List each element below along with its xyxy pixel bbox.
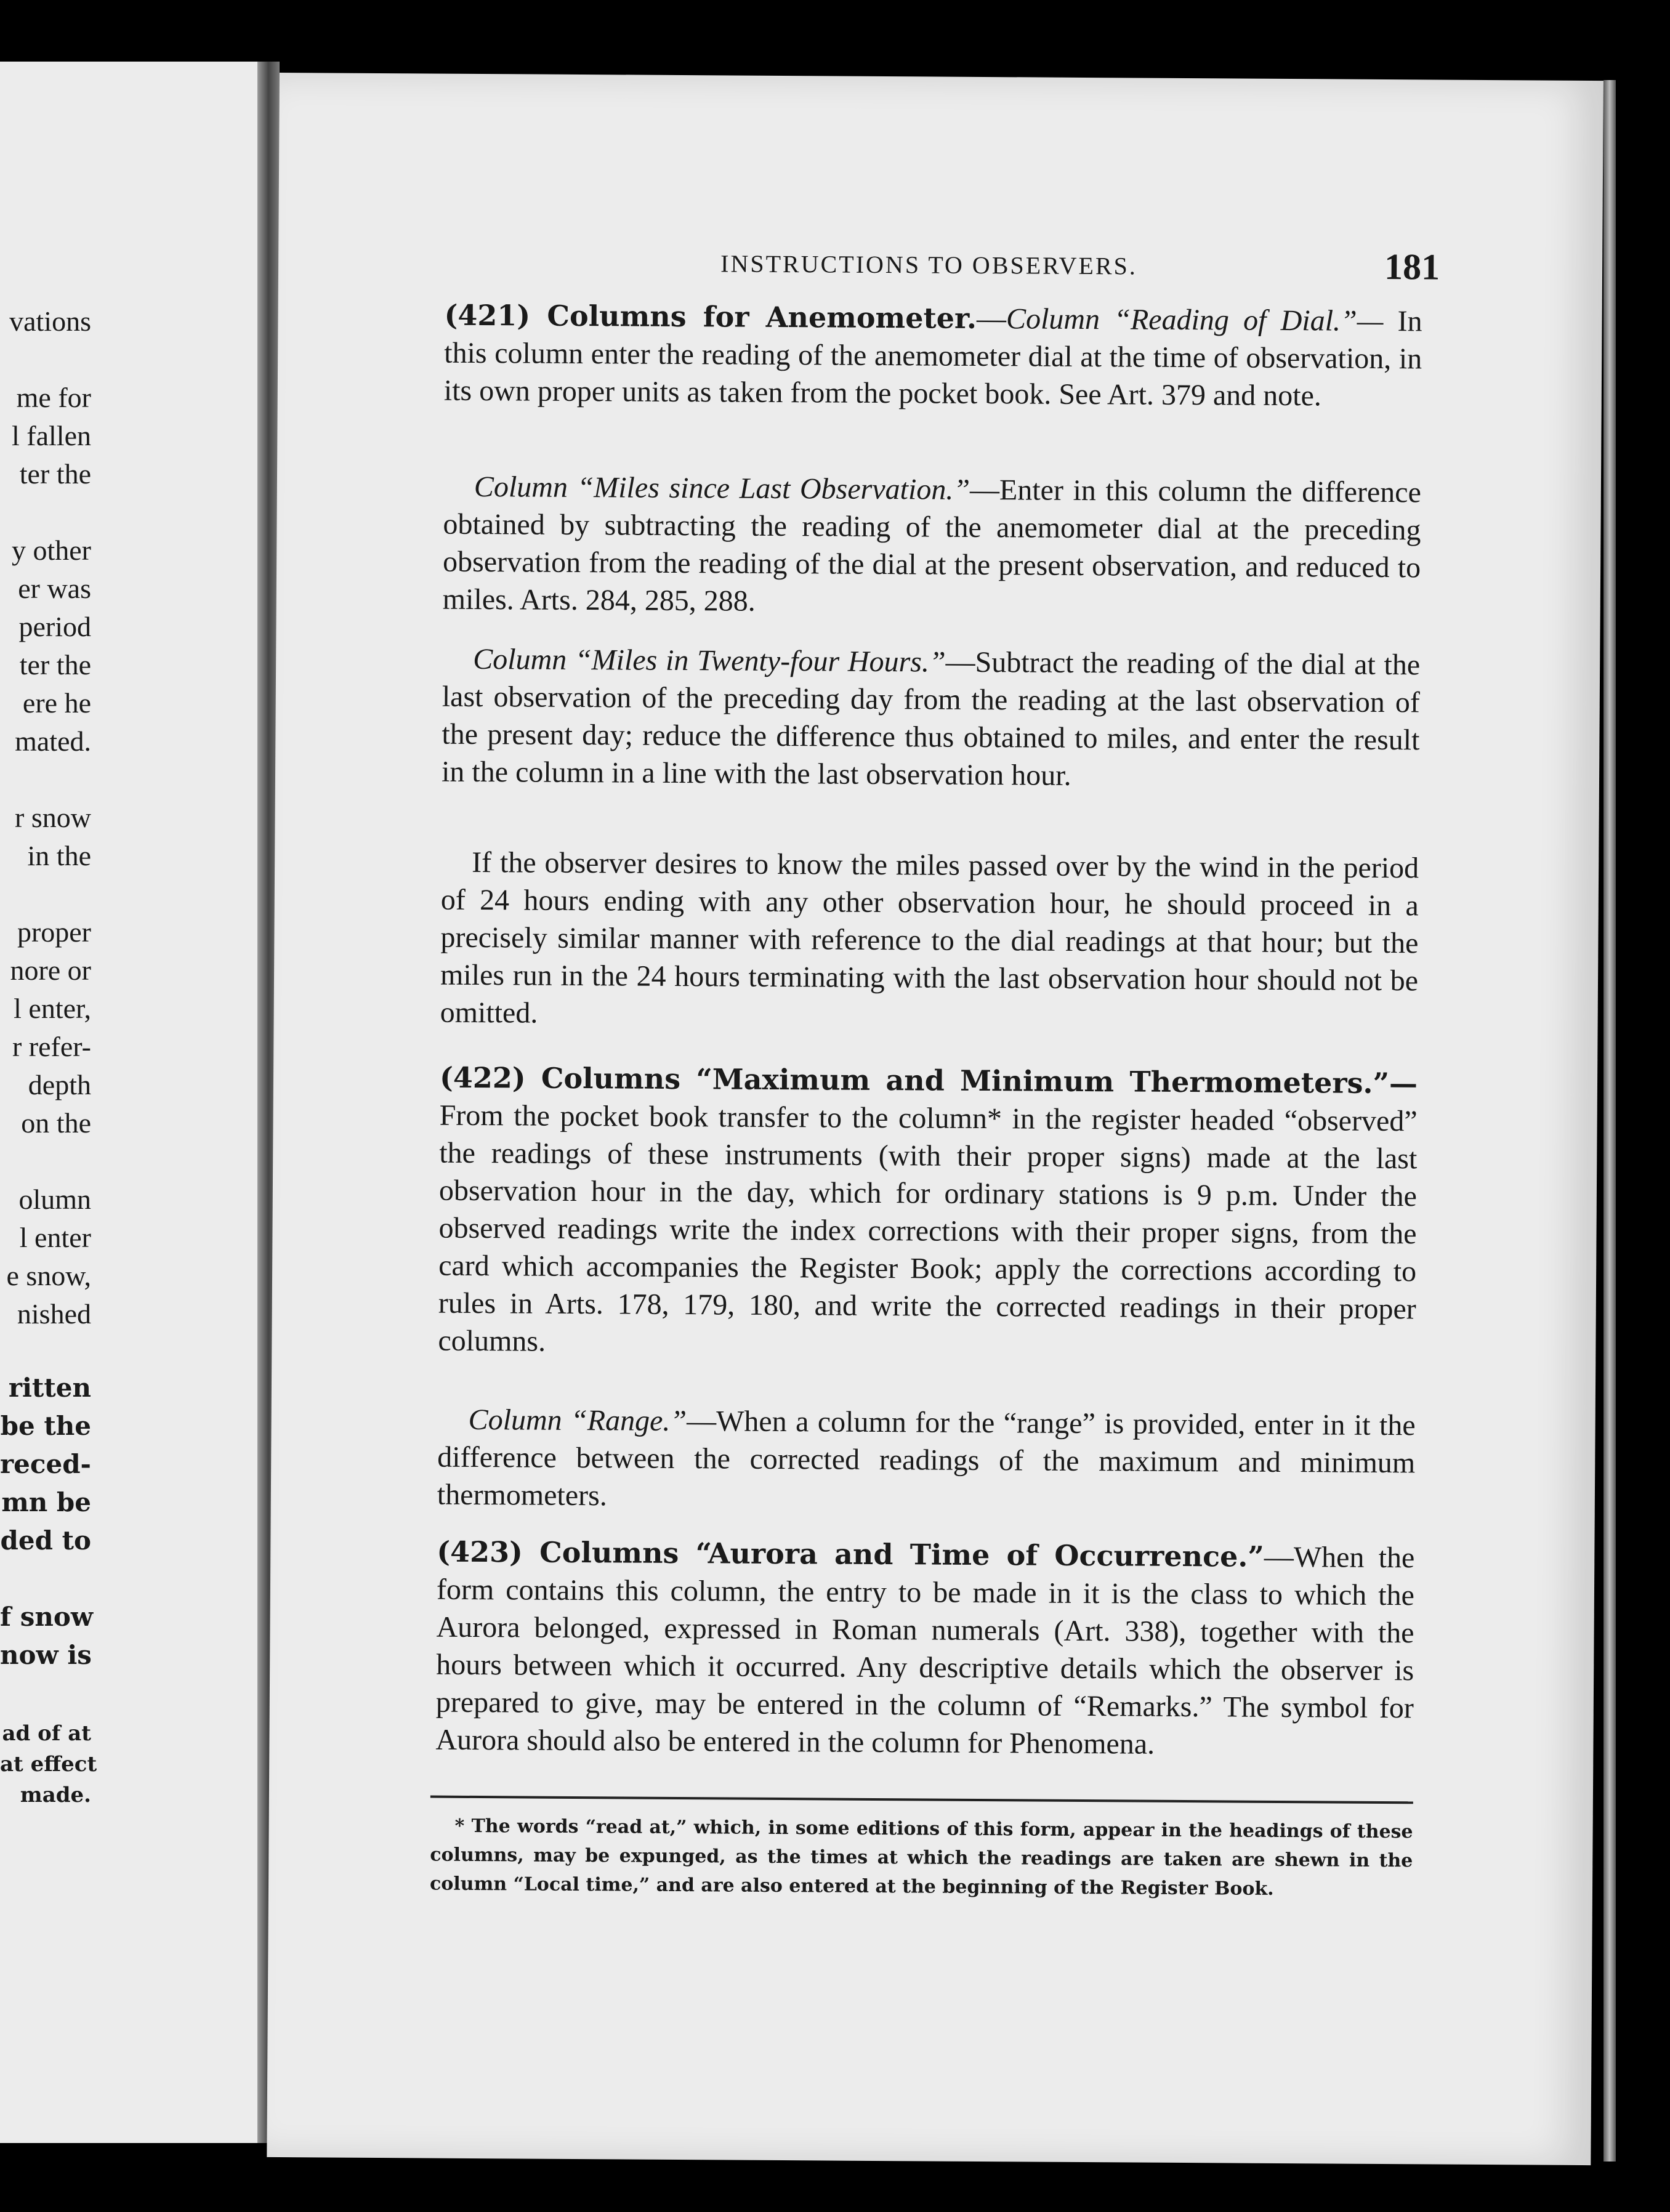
left-page-line: now is	[0, 1640, 92, 1670]
section-421-para-4: If the observer desires to know the miles passed over by the wind in the period of 24 hours ending with any other observation hour, he should proceed in a precisely similar manner with reference to the dial readings at that hour; but the miles run in the 24 hours terminating with the last observation hour should not be omitted.	[440, 846, 1419, 1030]
left-page-line: nore or	[10, 955, 91, 986]
right-page	[267, 73, 1603, 2165]
section-421-text-1: In this column enter the reading of the anemometer dial at the time of observation, in its own proper units as taken from the pocket book. See Art. 379 and note.	[443, 305, 1422, 413]
left-page-line: ter the	[19, 458, 91, 490]
section-422-heading: (422) Columns “Maximum and Minimum Thermometers.”—	[439, 1060, 1418, 1100]
left-page-line: l fallen	[12, 420, 91, 451]
left-page-footnote-line: ad of at	[2, 1721, 91, 1746]
left-page-line: vations	[9, 305, 91, 337]
left-page-line: ere he	[22, 687, 91, 719]
page-number: 181	[1384, 246, 1440, 288]
left-page-line: y other	[11, 535, 91, 566]
left-page-line: depth	[28, 1069, 91, 1100]
left-page-line: r refer-	[12, 1031, 91, 1062]
left-page-footnote-line: made.	[20, 1783, 91, 1807]
section-421-para-2	[443, 468, 1421, 624]
left-facing-page	[0, 62, 257, 2143]
section-422-text-2: —When a column for the “range” is provided, enter in it the difference between the corrected readings of the maximum and minimum thermometers.	[437, 1405, 1416, 1512]
left-page-line: on the	[21, 1107, 91, 1139]
column-range-label: Column “Range.”	[468, 1403, 687, 1438]
column-reading-of-dial-label: Column “Reading of Dial.”—	[1006, 302, 1384, 337]
left-page-line: er was	[18, 573, 91, 604]
footnote-rule	[430, 1796, 1413, 1804]
left-page-line: e snow,	[6, 1260, 91, 1291]
section-423-text-1: —When the form contains this column, the entry to be made in it is the class to which the Aurora belonged, expressed in Roman numerals (Art. 338), together with the hours between which it occurred. Any descriptive details which the observer is prepared to give, may be entered in the column of “Remarks.” The symbol for Aurora should also be entered in the column for Phenomena.	[435, 1540, 1415, 1761]
section-422-para-1	[438, 1059, 1418, 1366]
section-422-para-2	[437, 1401, 1416, 1520]
left-page-line: in the	[27, 840, 91, 871]
left-page-line: mated.	[15, 725, 91, 757]
section-421-para-1: (421) Columns for Anemometer.—Column “Reading of Dial.”— In this column enter the reading of the anemometer dial at the time of observation, in its own proper units as taken from the pocket book. See Art. 379 and note.	[443, 298, 1422, 413]
left-page-line: f snow	[0, 1602, 94, 1632]
left-page-line: be the	[0, 1411, 91, 1441]
left-page-line: mn be	[1, 1487, 91, 1517]
section-423-para-1	[435, 1533, 1414, 1765]
section-423-heading: (423) Columns “Aurora and Time of Occurrence.”	[437, 1535, 1265, 1573]
section-421-heading: (421) Columns for Anemometer.	[444, 298, 977, 335]
column-miles-24-hours-label: Column “Miles in Twenty-four Hours.”	[473, 642, 946, 679]
left-page-line: l enter	[19, 1222, 91, 1253]
left-page-line: proper	[17, 916, 91, 948]
left-page-line: ritten	[8, 1373, 91, 1403]
left-page-line: period	[18, 611, 91, 642]
left-page-line: nished	[17, 1298, 91, 1330]
left-page-line: ter the	[19, 649, 91, 680]
section-421-para-3	[442, 640, 1420, 797]
left-page-footnote-line: at effect	[0, 1752, 97, 1777]
running-header: INSTRUCTIONS TO OBSERVERS.	[720, 249, 1137, 280]
left-page-line: l enter,	[14, 993, 91, 1024]
column-miles-since-last-label: Column “Miles since Last Observation.”	[474, 470, 970, 506]
section-421-text-2: —Enter in this column the difference obtained by subtracting the reading of the anemometer dial at the preceding observation from the reading of the dial at the present observation, and reduced to miles. Arts. 284, 285, 288.	[442, 473, 1422, 618]
left-page-line: r snow	[15, 802, 91, 833]
left-page-line: reced-	[0, 1449, 91, 1479]
footnote: * The words “read at,” which, in some editions of this form, appear in the headings of these columns, may be expunged, as the times at which the readings are taken are shewn in the column “Local time,” and are also entered at the beginning of the Register Book.	[429, 1815, 1413, 1900]
left-page-line: ded to	[0, 1525, 91, 1556]
page-edge	[1603, 80, 1616, 2162]
section-421-text-3: —Subtract the reading of the dial at the last observation of the preceding day from the reading at the last observation of the present day; reduce the difference thus obtained to miles, and enter the result in the column in a line with the last observation hour.	[441, 645, 1421, 792]
section-422-text-1: From the pocket book transfer to the column* in the register headed “observed” the readings of these instruments (with their proper signs) made at the last observation hour in the day, which for ordinary stations is 9 p.m. Under the observed readings write the index corrections with their proper signs, from the card which accompanies the Register Book; apply the corrections according to rules in Arts. 178, 179, 180, and write the corrected readings in their proper columns.	[438, 1099, 1418, 1358]
left-page-line: olumn	[18, 1184, 91, 1215]
left-page-line: me for	[16, 382, 91, 413]
